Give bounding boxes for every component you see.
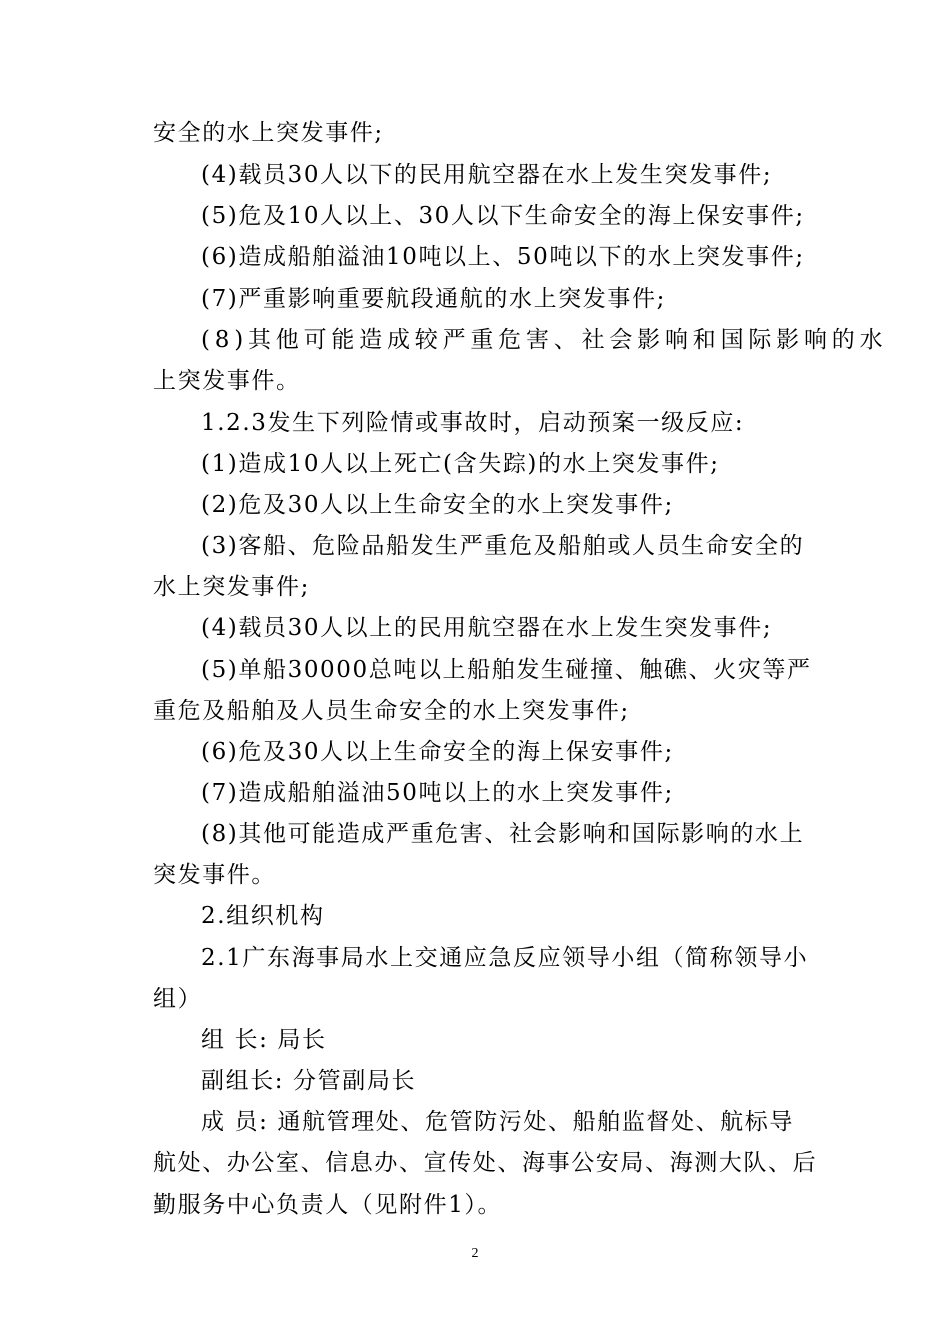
text-line: 重危及船舶及人员生命安全的水上突发事件;: [153, 698, 630, 724]
text-line: (6)危及30人以上生命安全的海上保安事件;: [201, 739, 674, 765]
text-line: (8)其他可能造成较严重危害、社会影响和国际影响的水: [201, 327, 888, 353]
text-line: 组 长: 局长: [201, 1027, 327, 1053]
text-line: 副组长: 分管副局长: [201, 1068, 417, 1094]
text-line: (7)严重影响重要航段通航的水上突发事件;: [201, 286, 666, 312]
text-line: (8)其他可能造成严重危害、社会影响和国际影响的水上: [201, 821, 805, 847]
text-line: (2)危及30人以上生命安全的水上突发事件;: [201, 492, 674, 518]
text-line: (5)单船30000总吨以上船舶发生碰撞、触礁、火灾等严: [201, 657, 812, 683]
text-line: (1)造成10人以上死亡(含失踪)的水上突发事件;: [201, 451, 720, 477]
text-line: 2.1广东海事局水上交通应急反应领导小组（简称领导小: [201, 945, 809, 971]
text-line: (4)载员30人以上的民用航空器在水上发生突发事件;: [201, 615, 773, 641]
text-line: (7)造成船舶溢油50吨以上的水上突发事件;: [201, 780, 674, 806]
text-line: 1.2.3发生下列险情或事故时，启动预案一级反应:: [201, 410, 745, 436]
text-line: 勤服务中心负责人（见附件1）。: [153, 1192, 503, 1218]
text-line: (4)载员30人以下的民用航空器在水上发生突发事件;: [201, 162, 773, 188]
text-line: 成 员: 通航管理处、危管防污处、船舶监督处、航标导: [201, 1109, 794, 1135]
text-line: 航处、办公室、信息办、宣传处、海事公安局、海测大队、后: [153, 1150, 818, 1176]
text-line: (5)危及10人以上、30人以下生命安全的海上保安事件;: [201, 203, 805, 229]
text-line: 突发事件。: [153, 862, 276, 888]
text-line: 组）: [153, 986, 203, 1012]
text-line: 安全的水上突发事件;: [153, 120, 384, 146]
section-heading: 2.组织机构: [201, 903, 325, 929]
text-line: 上突发事件。: [153, 368, 301, 394]
page-number: 2: [471, 1246, 479, 1261]
text-line: 水上突发事件;: [153, 574, 310, 600]
text-line: (6)造成船舶溢油10吨以上、50吨以下的水上突发事件;: [201, 244, 805, 270]
text-line: (3)客船、危险品船发生严重危及船舶或人员生命安全的: [201, 533, 805, 559]
